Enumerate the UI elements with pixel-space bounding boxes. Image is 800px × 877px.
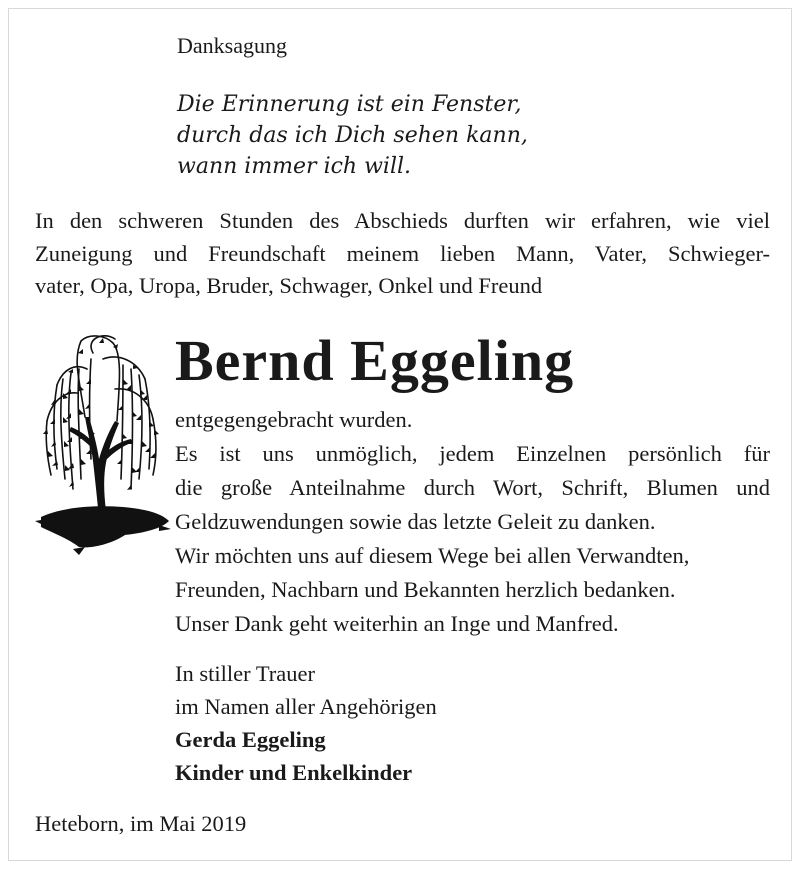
signatory-name: Gerda Eggeling xyxy=(175,727,326,752)
intro-line: In den schweren Stunden des Abschieds durften wir erfahren, wie viel xyxy=(35,208,770,233)
heading: Danksagung xyxy=(177,33,287,58)
thanks-paragraph xyxy=(175,403,770,641)
body-line: Unser Dank geht weiterhin an Inge und Manfred. xyxy=(175,611,619,636)
signatory-family: Kinder und Enkelkinder xyxy=(175,760,413,785)
intro-paragraph xyxy=(35,205,770,303)
body-line: die große Anteilnahme durch Wort, Schrift, Blumen und xyxy=(175,475,770,500)
intro-line: Zuneigung und Freundschaft meinem lieben Mann, Vater, Schwieger- xyxy=(35,240,770,266)
body-line: entgegengebracht wurden. xyxy=(175,407,413,432)
body-line: Freunden, Nachbarn und Bekannten herzlich bedanken. xyxy=(175,577,676,602)
willow-tree-icon xyxy=(33,329,173,569)
memorial-quote xyxy=(177,89,528,182)
signature-line: In stiller Trauer xyxy=(175,661,315,686)
quote-line: durch das ich Dich sehen kann, xyxy=(177,123,528,148)
body-line: Wir möchten uns auf diesem Wege bei allen Verwandten, xyxy=(175,543,690,568)
body-line: Geldzuwendungen sowie das letzte Geleit zu danken. xyxy=(175,509,656,534)
signature-block xyxy=(175,657,437,789)
place-date: Heteborn, im Mai 2019 xyxy=(35,811,247,836)
signature-line: im Namen aller Angehörigen xyxy=(175,694,437,719)
body-line: Es ist uns unmöglich, jedem Einzelnen persönlich für xyxy=(175,441,770,466)
obituary-notice xyxy=(8,8,792,861)
quote-line: wann immer ich will. xyxy=(177,154,412,179)
deceased-name: Bernd Eggeling xyxy=(175,328,575,393)
intro-line: vater, Opa, Uropa, Bruder, Schwager, Onkel und Freund xyxy=(35,273,543,298)
quote-line: Die Erinnerung ist ein Fenster, xyxy=(177,92,522,117)
